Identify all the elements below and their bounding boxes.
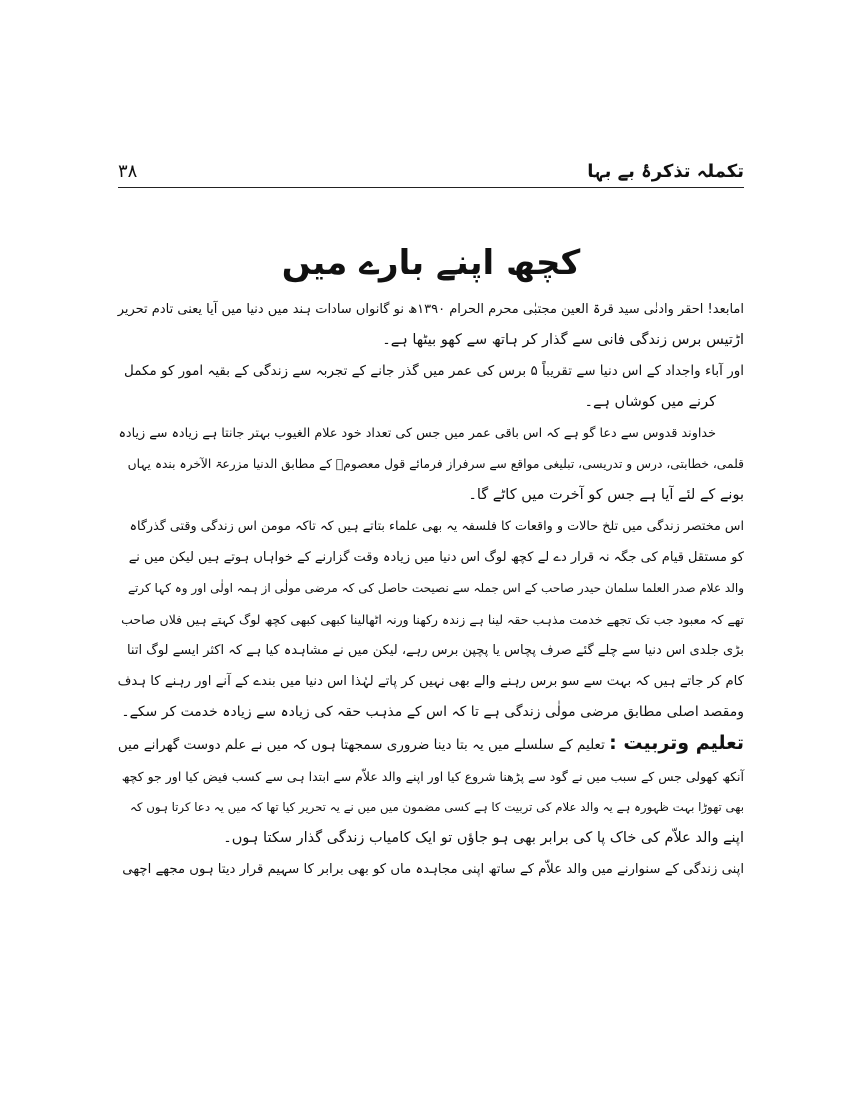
text-line: کام کر جاتے ہیں کہ بہت سے سو برس رہنے والے بھی نہیں کر پاتے لہٰذا اس دنیا میں بندے کے آنے اور رہنے کا ہدف <box>117 674 744 689</box>
paragraph <box>118 418 744 511</box>
text-line: امابعد! احقر وادنٰی سید قرۃ العین مجتبٰی محرم الحرام ۱۳۹۰ھ نو گانواں سادات ہند میں دنیا میں آیا یعنی تادم تحریر <box>117 302 744 317</box>
text-line: اپنی زندگی کے سنوارنے میں والد علاّم کے ساتھ اپنی مجاہدہ ماں کو بھی برابر کا سہیم قرار دیتا ہوں مجھے اچھی <box>122 862 744 877</box>
chapter-title: کچھ اپنے بارے میں <box>281 243 581 283</box>
running-header-title: تکملہ تذکرۂ بے بہا <box>587 161 744 182</box>
text-line: بونے کے لئے آیا ہے جس کو آخرت میں کاٹے گا۔ <box>468 487 744 503</box>
text-line: بڑی جلدی اس دنیا سے چلے گئے صرف پچاس یا پچپن برس رہے، لیکن میں نے مشاہدہ کیا ہے کہ اکثر ایسے لوگ اتنا <box>126 643 744 658</box>
paragraph <box>118 511 744 728</box>
text-line: اور آباء واجداد کے اس دنیا سے تقریباً ۵ برس کی عمر میں گذر جانے کے تجربہ سے زندگی کے بقیہ امور کو مکمل <box>123 363 744 379</box>
text-line: کرنے میں کوشاں ہے۔ <box>584 394 716 410</box>
page-number: ۳۸ <box>118 161 138 182</box>
text-line: تھے کہ معبود جب تک تجھے خدمت مذہب حقہ لینا ہے زندہ رکھنا ورنہ اٹھالینا کبھی کبھی کچھ لوگ کہتے ہیں فلاں صاحب <box>121 612 744 627</box>
paragraph <box>118 728 744 854</box>
paragraph <box>118 854 744 885</box>
paragraph <box>118 294 744 356</box>
text-line: قلمی، خطابتی، درس و تدریسی، تبلیغی مواقع سے سرفراز فرمائے قول معصومؑ کے مطابق الدنیا مزرعۃ الآخرہ بندہ یہاں <box>127 457 744 471</box>
text-line: آنکھ کھولی جس کے سبب میں نے گود سے پڑھنا شروع کیا اور اپنے والد علاّم سے ابتدا ہی سے کسب فیض کیا اور جو کچھ <box>121 769 744 784</box>
text-line: اس مختصر زندگی میں تلخ حالات و واقعات کا فلسفہ یہ بھی علماء بتاتے ہیں کہ تاکہ مومن اس زندگی وقتی گذرگاہ <box>129 519 744 534</box>
text-line: اپنے والد علاّم کی خاک پا کی برابر بھی ہو جاؤں تو ایک کامیاب زندگی گذار سکتا ہوں۔ <box>223 830 744 846</box>
text-line: والد علام صدر العلما سلمان حیدر صاحب کے اس جملہ سے نصیحت حاصل کی کہ مرضی مولٰی از ہمہ اولٰی اور وہ کہا کرتے <box>128 581 744 595</box>
text-line: ومقصد اصلی مطابق مرضی مولٰی زندگی ہے تا کہ اس کے مذہب حقہ کی زیادہ سے زیادہ خدمت کر سکے۔ <box>121 704 744 720</box>
body-text <box>118 294 744 885</box>
text-line-content: تعلیم کے سلسلے میں یہ بتا دینا ضروری سمجھتا ہوں کہ میں نے علم دوست گھرانے میں <box>117 737 605 753</box>
header-divider <box>118 187 744 188</box>
text-line: اڑتیس برس زندگی فانی سے گذار کر ہاتھ سے کھو بیٹھا ہے۔ <box>382 332 744 348</box>
text-line: خداوند قدوس سے دعا گو ہے کہ اس باقی عمر میں جس کی تعداد خود علام الغیوب بہتر جانتا ہے زیادہ سے زیادہ <box>118 426 716 441</box>
text-line: بھی تھوڑا بہت ظہورہ ہے یہ والد علام کی تربیت کا ہے کسی مضمون میں میں نے یہ تحریر کیا تھا کہ میں یہ دعا کرتا ہوں کہ <box>130 800 744 814</box>
section-heading: تعلیم وتربیت : <box>609 732 744 754</box>
text-line <box>118 728 744 761</box>
text-line: کو مستقل قیام کی جگہ نہ قرار دے لے کچھ لوگ اس دنیا میں زیادہ وقت گزارنے کے خواہاں ہوتے ہیں لیکن میں نے <box>128 550 744 565</box>
running-header <box>118 160 744 190</box>
paragraph <box>118 356 744 418</box>
